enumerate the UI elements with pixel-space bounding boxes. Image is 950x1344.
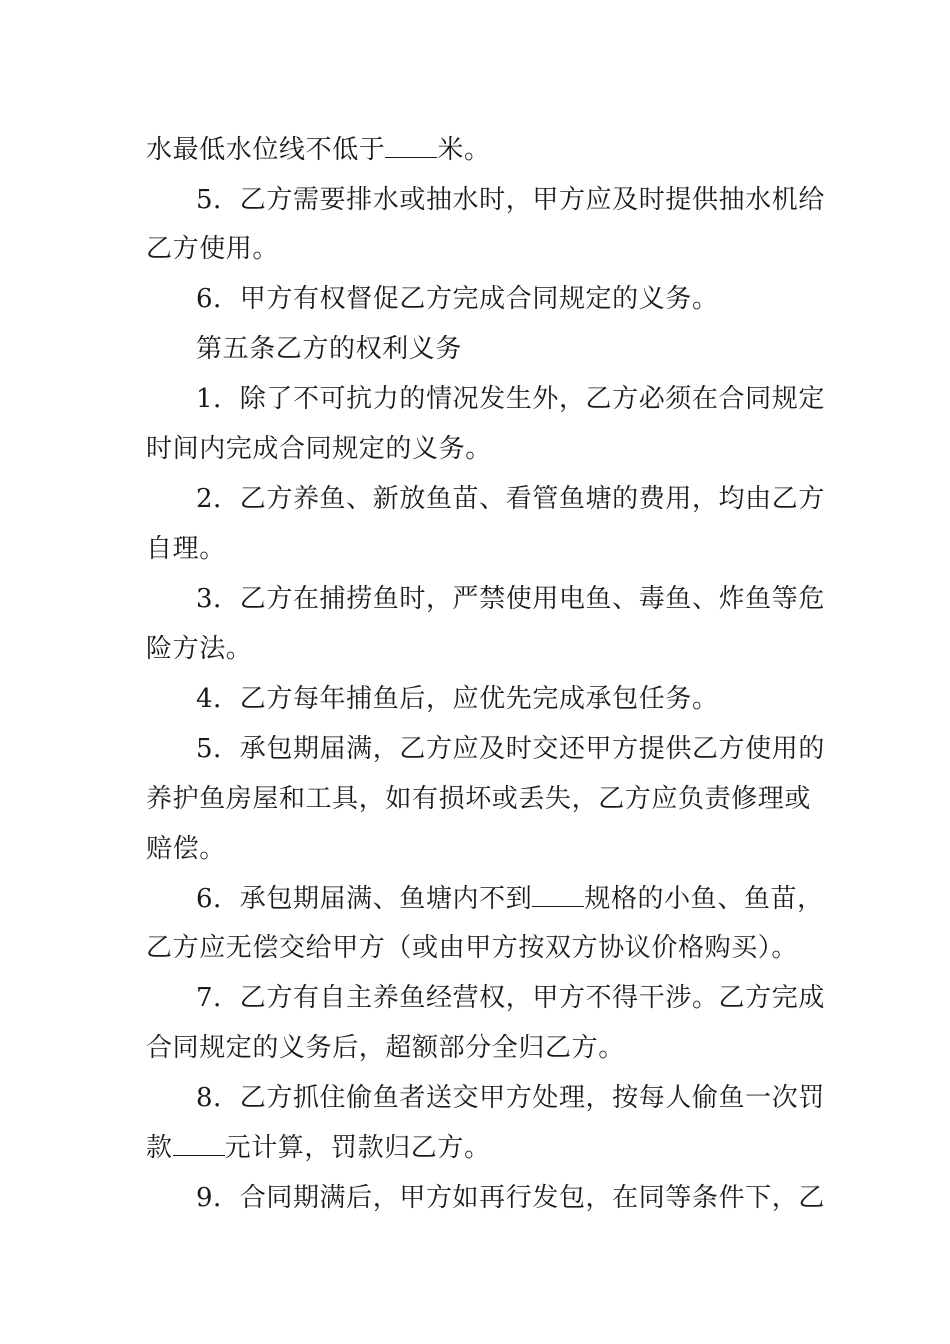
paragraph-line: 5．乙方需要排水或抽水时，甲方应及时提供抽水机给	[196, 185, 825, 215]
paragraph-line: 5．承包期届满，乙方应及时交还甲方提供乙方使用的	[196, 734, 825, 764]
text-segment: 元计算，罚款归乙方。	[224, 1133, 491, 1163]
text-segment: 水最低水位线不低于	[146, 135, 386, 165]
paragraph-line: 9．合同期满后，甲方如再行发包，在同等条件下，乙	[196, 1183, 825, 1213]
paragraph-line: 6．甲方有权督促乙方完成合同规定的义务。	[196, 284, 719, 314]
paragraph-line: 4．乙方每年捕鱼后，应优先完成承包任务。	[196, 684, 719, 714]
text-line: 养护鱼房屋和工具，如有损坏或丢失，乙方应负责修理或	[146, 784, 812, 814]
text-line: 时间内完成合同规定的义务。	[146, 434, 492, 464]
text-line	[146, 1132, 816, 1164]
fill-in-blank	[532, 886, 584, 907]
paragraph-line: 7．乙方有自主养鱼经营权，甲方不得干涉。乙方完成	[196, 983, 825, 1013]
paragraph-line	[196, 883, 866, 915]
text-line: 险方法。	[146, 634, 253, 664]
paragraph-line: 1．除了不可抗力的情况发生外，乙方必须在合同规定	[196, 384, 825, 414]
text-segment: 米。	[437, 135, 491, 165]
text-line: 自理。	[146, 534, 226, 564]
text-segment: 款	[146, 1133, 173, 1163]
paragraph-line: 8．乙方抓住偷鱼者送交甲方处理，按每人偷鱼一次罚	[196, 1083, 825, 1113]
text-segment: 规格的小鱼、鱼苗，	[584, 884, 824, 914]
text-line: 合同规定的义务后，超额部分全归乙方。	[146, 1033, 625, 1063]
text-line: 乙方使用。	[146, 234, 280, 264]
paragraph-line: 2．乙方养鱼、新放鱼苗、看管鱼塘的费用，均由乙方	[196, 484, 825, 514]
text-segment: 6．承包期届满、鱼塘内不到	[196, 884, 533, 914]
text-line: 赔偿。	[146, 834, 226, 864]
paragraph-line: 3．乙方在捕捞鱼时，严禁使用电鱼、毒鱼、炸鱼等危	[196, 584, 825, 614]
text-line	[146, 134, 816, 166]
section-heading: 第五条乙方的权利义务	[196, 334, 463, 364]
fill-in-blank	[173, 1135, 225, 1156]
text-line: 乙方应无偿交给甲方（或由甲方按双方协议价格购买）。	[146, 933, 799, 963]
fill-in-blank	[385, 137, 437, 158]
